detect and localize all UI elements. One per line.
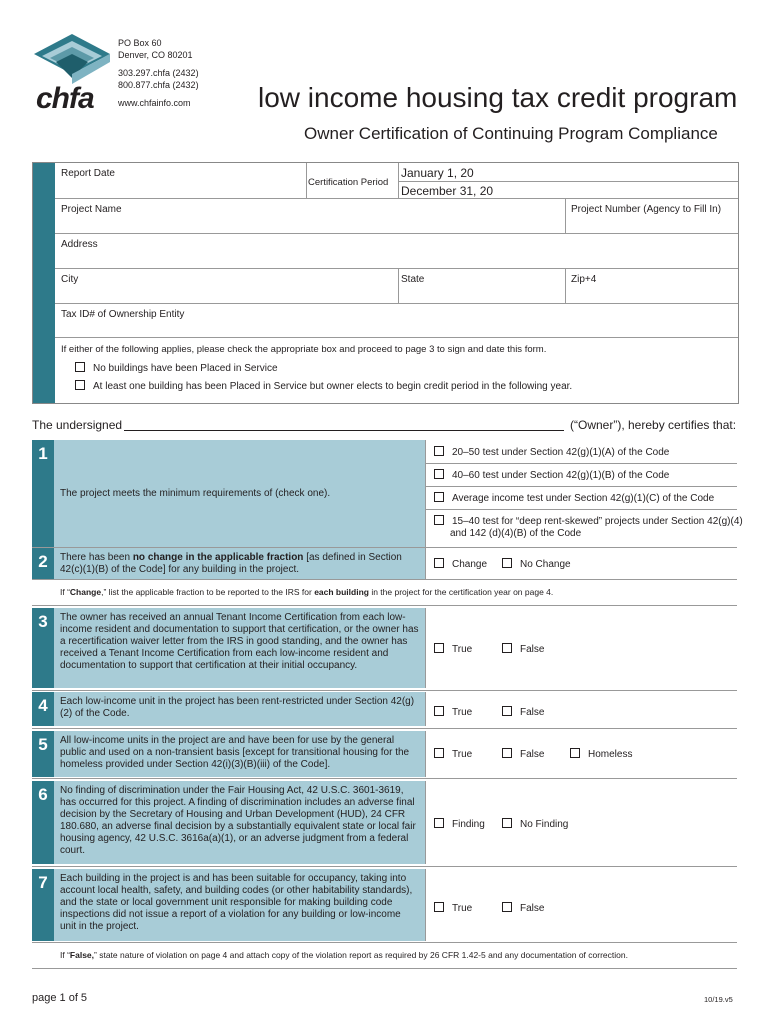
option-false[interactable]: False (502, 902, 544, 914)
option-15-40-cont: and 142 (d)(4)(B) of the Code (450, 528, 582, 539)
section-options (425, 692, 737, 726)
checkbox[interactable] (434, 515, 444, 525)
option-20-50[interactable]: 20–50 test under Section 42(g)(1)(A) of the Code (434, 446, 669, 458)
address-line2: Denver, CO 80201 (118, 50, 193, 60)
zip-field[interactable]: Zip+4 (571, 274, 597, 285)
option-false[interactable]: False (502, 706, 544, 718)
option-false[interactable]: False (502, 748, 544, 760)
section-options (425, 440, 743, 547)
chfa-logo-text: chfa (36, 82, 94, 115)
section-number: 3 (32, 608, 54, 688)
chfa-logo-mark (32, 32, 112, 87)
project-number-field[interactable]: Project Number (Agency to Fill In) (571, 204, 722, 215)
checkbox[interactable] (434, 902, 444, 912)
section-number: 1 (32, 440, 54, 547)
option-40-60[interactable]: 40–60 test under Section 42(g)(1)(B) of the Code (434, 469, 669, 481)
certification-period-label: Certification Period (308, 177, 389, 188)
address-line1: PO Box 60 (118, 38, 162, 48)
section-options (425, 548, 737, 579)
checkbox[interactable] (570, 748, 580, 758)
section-5 (32, 731, 737, 777)
option-true[interactable]: True (434, 748, 472, 760)
section-text: Each low-income unit in the project has been rent-restricted under Section 42(g)(2) of the Code. (54, 692, 425, 726)
option-average-income[interactable]: Average income test under Section 42(g)(1)(C) of the Code (434, 492, 714, 504)
option-finding[interactable]: Finding (434, 818, 485, 830)
city-field[interactable]: City (61, 274, 79, 285)
option-false[interactable]: False (502, 643, 544, 655)
section-text: The owner has received an annual Tenant Income Certification from each low-income resident and documentation to support that certification, or the owner has a recertification waiver letter from the IRS in good standing, and the owner has received a Tenant Income Certification from each low-income resident and documentation to support that certification at their initial occupancy. (54, 608, 425, 688)
section-text: Each building in the project is and has been suitable for occupancy, taking into account local health, safety, and building codes (or other habitability standards), and the state or local government unit responsible for making building code inspections did not issue a report of a violation for any building or low-income unit in the project. (54, 869, 425, 941)
option-homeless[interactable]: Homeless (570, 748, 632, 760)
instruction-text: If either of the following applies, please check the appropriate box and proceed to page 3 to sign and date this form. (61, 344, 547, 355)
section-options (425, 731, 737, 777)
form-accent-strip (33, 163, 55, 403)
phone-line1: 303.297.chfa (2432) (118, 68, 199, 78)
checkbox[interactable] (502, 643, 512, 653)
section-4 (32, 692, 737, 726)
checkbox[interactable] (502, 706, 512, 716)
section-2 (32, 548, 737, 579)
owner-name-line[interactable] (124, 430, 564, 431)
tax-id-field[interactable]: Tax ID# of Ownership Entity (61, 309, 185, 320)
project-name-field[interactable]: Project Name (61, 204, 122, 215)
option-true[interactable]: True (434, 643, 472, 655)
section-text: No finding of discrimination under the Fair Housing Act, 42 U.S.C. 3601-3619, has occurred for this project. A finding of discrimination includes an adverse final decision by the Secretary of Housing and Urban Development (HUD), 24 CFR 180.680, an adverse final decision by a substantially equivalent state or local fair housing agency, 42 U.S.C. 3616a(a)(1), or an adverse judgment from a federal court. (54, 781, 425, 864)
chfa-logo (32, 32, 112, 114)
checkbox[interactable] (502, 902, 512, 912)
section-3 (32, 608, 737, 688)
checkbox[interactable] (502, 748, 512, 758)
phone-line2: 800.877.chfa (2432) (118, 80, 199, 90)
checkbox[interactable] (434, 446, 444, 456)
checkbox[interactable] (502, 818, 512, 828)
checkbox[interactable] (434, 558, 444, 568)
section-6 (32, 781, 737, 864)
section-options (425, 781, 737, 864)
checkbox[interactable] (434, 818, 444, 828)
checkbox[interactable] (502, 558, 512, 568)
option-no-buildings[interactable]: No buildings have been Placed in Service (75, 362, 278, 374)
period-start[interactable]: January 1, 20 (401, 166, 474, 180)
section-text: The project meets the minimum requirements of (check one). (54, 440, 425, 547)
section-2-note: If “Change,” list the applicable fraction to be reported to the IRS for each building in the project for the certification year on page 4. (60, 587, 554, 597)
checkbox[interactable] (434, 469, 444, 479)
project-info-form (32, 162, 739, 404)
section-7 (32, 869, 737, 941)
page-subtitle: Owner Certification of Continuing Program Compliance (304, 124, 718, 143)
section-number: 5 (32, 731, 54, 777)
form-version: 10/19.v5 (704, 995, 733, 1004)
section-number: 6 (32, 781, 54, 864)
section-options (425, 869, 737, 941)
option-true[interactable]: True (434, 902, 472, 914)
page-number: page 1 of 5 (32, 992, 88, 1004)
section-options (425, 608, 737, 688)
website-link[interactable]: www.chfainfo.com (118, 98, 191, 108)
option-true[interactable]: True (434, 706, 472, 718)
option-elects-following-year[interactable]: At least one building has been Placed in Service but owner elects to begin credit period in the following year. (75, 380, 572, 392)
checkbox[interactable] (75, 380, 85, 390)
checkbox[interactable] (434, 492, 444, 502)
section-7-note: If “False,” state nature of violation on page 4 and attach copy of the violation report as required by 26 CFR 1.42-5 and any documentation of correction. (60, 950, 628, 960)
checkbox[interactable] (434, 643, 444, 653)
section-number: 7 (32, 869, 54, 941)
address-field[interactable]: Address (61, 239, 98, 250)
section-text: All low-income units in the project are and have been for use by the general public and used on a non-transient basis [except for transitional housing for the homeless provided under Section 42(i)(3)(B)(iii) of the Code]. (54, 731, 425, 777)
undersigned-label: The undersigned (32, 418, 123, 432)
state-field[interactable]: State (401, 274, 425, 285)
page-title: low income housing tax credit program (258, 82, 738, 113)
section-number: 4 (32, 692, 54, 726)
option-change[interactable]: Change (434, 558, 487, 570)
option-15-40[interactable]: 15–40 test for “deep rent-skewed” projects under Section 42(g)(4) (434, 515, 743, 527)
option-no-finding[interactable]: No Finding (502, 818, 568, 830)
checkbox[interactable] (75, 362, 85, 372)
section-text: There has been no change in the applicable fraction [as defined in Section 42(c)(1)(B) of the Code] for any building in the project. (54, 548, 425, 579)
period-end[interactable]: December 31, 20 (401, 184, 494, 198)
section-1 (32, 440, 743, 547)
report-date-field[interactable]: Report Date (61, 168, 115, 179)
checkbox[interactable] (434, 706, 444, 716)
checkbox[interactable] (434, 748, 444, 758)
undersigned-suffix: (“Owner”), hereby certifies that: (570, 418, 737, 432)
option-no-change[interactable]: No Change (502, 558, 571, 570)
section-number: 2 (32, 548, 54, 579)
